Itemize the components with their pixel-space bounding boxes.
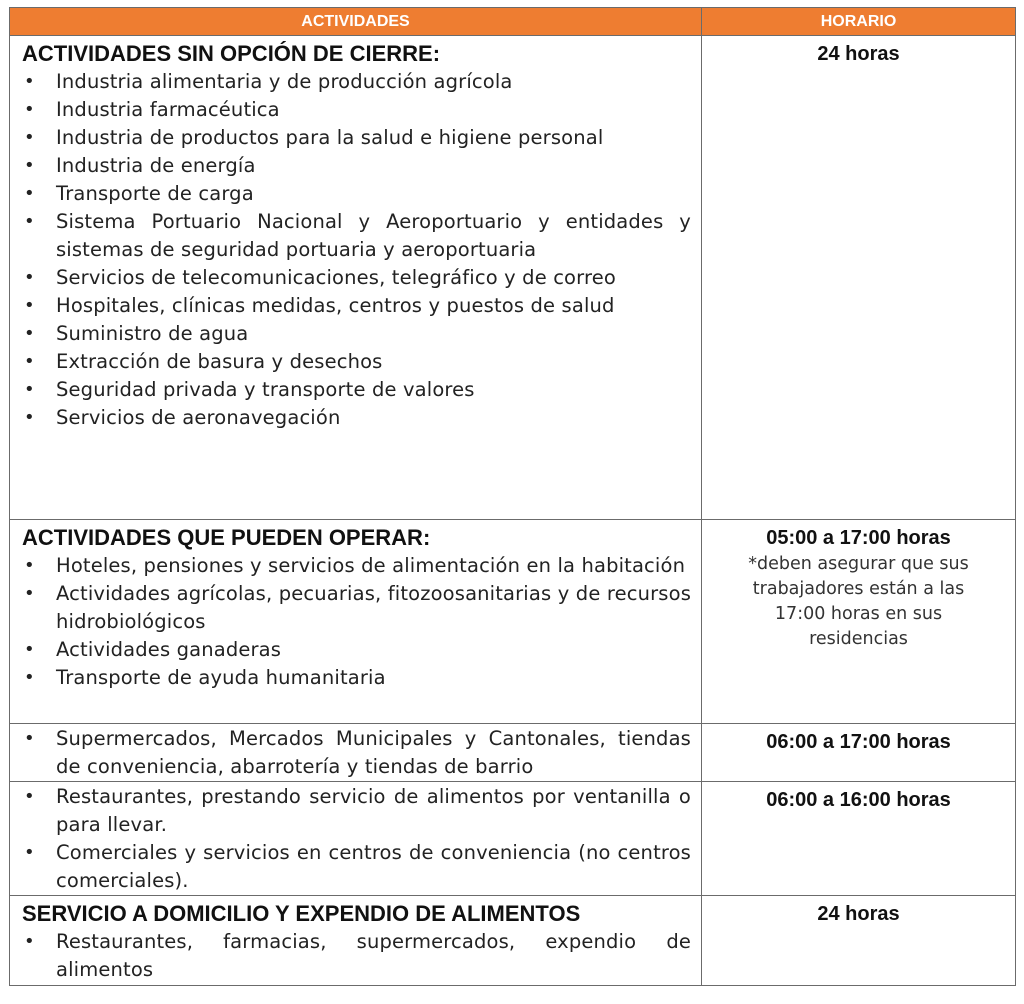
item-text: Industria de productos para la salud e higiene personal bbox=[56, 126, 604, 149]
item-text: Industria de energía bbox=[56, 154, 256, 177]
item-text: Extracción de basura y desechos bbox=[56, 350, 383, 373]
list-item bbox=[22, 580, 691, 636]
bullet-icon: • bbox=[24, 323, 35, 344]
bullet-icon: • bbox=[24, 639, 35, 660]
list-item bbox=[22, 68, 691, 96]
bullet-icon: • bbox=[24, 667, 35, 688]
bullet-icon: • bbox=[24, 295, 35, 316]
section-title: ACTIVIDADES SIN OPCIÓN DE CIERRE: bbox=[22, 41, 441, 66]
hours-label: 05:00 a 17:00 horas bbox=[766, 527, 951, 549]
list-item bbox=[22, 264, 691, 292]
hours-label: 24 horas bbox=[817, 43, 900, 65]
table-row bbox=[10, 724, 1016, 782]
header-schedule: HORARIO bbox=[702, 8, 1016, 36]
bullet-icon: • bbox=[24, 211, 35, 232]
list-item bbox=[22, 320, 691, 348]
list-item bbox=[22, 636, 691, 664]
list-item bbox=[22, 928, 691, 984]
list-item bbox=[22, 839, 691, 895]
bullet-icon: • bbox=[24, 583, 35, 604]
list-item bbox=[22, 208, 691, 264]
table-row bbox=[10, 896, 1016, 986]
item-text: Hospitales, clínicas medidas, centros y puestos de salud bbox=[56, 294, 615, 317]
schedule-cell bbox=[702, 724, 1016, 782]
bullet-icon: • bbox=[24, 127, 35, 148]
bullet-icon: • bbox=[24, 842, 35, 863]
bullet-icon: • bbox=[24, 931, 35, 952]
bullet-icon: • bbox=[24, 728, 35, 749]
item-text: Comerciales y servicios en centros de conveniencia (no centros comerciales). bbox=[56, 841, 691, 892]
header-row bbox=[10, 8, 1016, 36]
bullet-icon: • bbox=[24, 407, 35, 428]
hours-label: 06:00 a 16:00 horas bbox=[766, 789, 951, 811]
list-item bbox=[22, 96, 691, 124]
list-item bbox=[22, 180, 691, 208]
list-item bbox=[22, 783, 691, 839]
activities-cell bbox=[10, 724, 702, 782]
item-text: Servicios de aeronavegación bbox=[56, 406, 341, 429]
table-row bbox=[10, 782, 1016, 896]
activity-list bbox=[22, 552, 691, 692]
section-title: ACTIVIDADES QUE PUEDEN OPERAR: bbox=[22, 525, 431, 550]
hours-label: 06:00 a 17:00 horas bbox=[766, 731, 951, 753]
item-text: Servicios de telecomunicaciones, telegráfico y de correo bbox=[56, 266, 616, 289]
list-item bbox=[22, 725, 691, 781]
item-text: Industria farmacéutica bbox=[56, 98, 280, 121]
item-text: Sistema Portuario Nacional y Aeroportuario y entidades y sistemas de seguridad portuaria y aeroportuaria bbox=[56, 210, 691, 261]
bullet-icon: • bbox=[24, 183, 35, 204]
item-text: Supermercados, Mercados Municipales y Cantonales, tiendas de conveniencia, abarrotería y tiendas de barrio bbox=[56, 727, 691, 778]
bullet-icon: • bbox=[24, 71, 35, 92]
list-item bbox=[22, 404, 691, 432]
table-row bbox=[10, 520, 1016, 724]
item-text: Transporte de ayuda humanitaria bbox=[56, 666, 386, 689]
item-text: Hoteles, pensiones y servicios de alimentación en la habitación bbox=[56, 554, 686, 577]
list-item bbox=[22, 124, 691, 152]
bullet-icon: • bbox=[24, 379, 35, 400]
item-text: Actividades agrícolas, pecuarias, fitozoosanitarias y de recursos hidrobiológicos bbox=[56, 582, 691, 633]
list-item bbox=[22, 376, 691, 404]
list-item bbox=[22, 292, 691, 320]
schedule-cell bbox=[702, 896, 1016, 986]
list-item bbox=[22, 152, 691, 180]
activity-list bbox=[22, 928, 691, 984]
activity-list bbox=[22, 725, 691, 781]
schedule-cell bbox=[702, 520, 1016, 724]
activities-cell bbox=[10, 782, 702, 896]
item-text: Industria alimentaria y de producción agrícola bbox=[56, 70, 513, 93]
list-item bbox=[22, 552, 691, 580]
activities-cell bbox=[10, 896, 702, 986]
schedule-cell bbox=[702, 36, 1016, 520]
schedule-note: *deben asegurar que sus trabajadores están a las 17:00 horas en sus residencias bbox=[748, 554, 969, 649]
list-item bbox=[22, 348, 691, 376]
item-text: Restaurantes, farmacias, supermercados, expendio de alimentos bbox=[56, 930, 691, 981]
bullet-icon: • bbox=[24, 155, 35, 176]
item-text: Suministro de agua bbox=[56, 322, 249, 345]
bullet-icon: • bbox=[24, 267, 35, 288]
bullet-icon: • bbox=[24, 555, 35, 576]
bullet-icon: • bbox=[24, 786, 35, 807]
item-text: Actividades ganaderas bbox=[56, 638, 282, 661]
table-row bbox=[10, 36, 1016, 520]
hours-label: 24 horas bbox=[817, 903, 900, 925]
item-text: Transporte de carga bbox=[56, 182, 254, 205]
bullet-icon: • bbox=[24, 99, 35, 120]
activities-cell bbox=[10, 520, 702, 724]
header-activities: ACTIVIDADES bbox=[10, 8, 702, 36]
activity-list bbox=[22, 783, 691, 895]
list-item bbox=[22, 664, 691, 692]
schedule-table bbox=[9, 7, 1016, 986]
bullet-icon: • bbox=[24, 351, 35, 372]
item-text: Seguridad privada y transporte de valores bbox=[56, 378, 475, 401]
schedule-cell bbox=[702, 782, 1016, 896]
item-text: Restaurantes, prestando servicio de alimentos por ventanilla o para llevar. bbox=[56, 785, 691, 836]
section-title: SERVICIO A DOMICILIO Y EXPENDIO DE ALIMENTOS bbox=[22, 901, 581, 926]
activities-cell bbox=[10, 36, 702, 520]
activity-list bbox=[22, 68, 691, 432]
